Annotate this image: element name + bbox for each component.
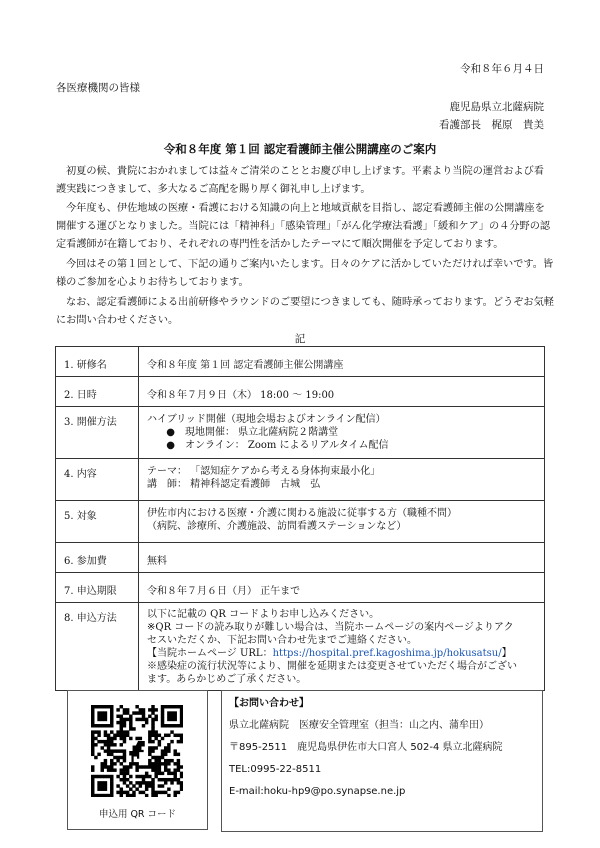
homepage-url-line: 【当院ホームページ URL：https://hospital.pref.kagoshima.jp/hokusatsu/】 [147,648,512,659]
table-row [56,603,545,691]
row-value: 令和８年７月６日（月） 正午まで [139,573,545,603]
row-label: 1. 研修名 [56,347,139,377]
row-value: 無料 [139,543,545,573]
row-value [139,459,545,501]
row-value [139,407,545,459]
row-label: 2. 日時 [56,377,139,407]
row-label: 3. 開催方法 [56,407,139,459]
target-line-1: 伊佐市内における医療・介護に関わる施設に従事する方（職種不問） [147,508,457,519]
contact-box [221,690,543,832]
apply-line: ※QR コードの読み取りが難しい場合は、当院ホームページの案内ページよりアク [147,622,514,633]
apply-note: ※感染症の流行状況等により、開催を延期または変更させていただく場合がござい [147,661,517,672]
table-row [56,573,545,603]
method-bullet: ● オンライン： Zoom によるリアルタイム配信 [166,440,389,451]
row-value: 令和８年７月９日（木） 18:00 ～ 19:00 [139,377,545,407]
body-paragraph-3: 今回はその第１回として、下記の通りご案内いたします。日々のケアに活かしていただければ幸いです。皆様のご参加を心よりお待ちしております。 [56,259,554,288]
row-value [139,603,545,691]
body-paragraph-4: なお、認定看護師による出前研修やラウンドのご要望につきましても、随時承っております。どうぞお気軽にお問い合わせください。 [56,297,554,326]
contact-address: 〒895-2511 鹿児島県伊佐市大口宮人 502-4 県立北薩病院 [229,742,503,753]
row-value [139,501,545,543]
row-label: 5. 対象 [56,501,139,543]
page-title: 令和８年度 第１回 認定看護師主催公開講座のご案内 [163,142,437,156]
table-row [56,459,545,501]
table-row [56,377,545,407]
content-theme: テーマ： 「認知症ケアから考える身体拘束最小化」 [147,466,381,477]
table-row [56,543,545,573]
apply-line: 以下に記載の QR コードよりお申し込みください。 [147,609,380,620]
row-label: 8. 申込方法 [56,603,139,691]
info-table [55,346,545,691]
contact-heading: 【お問い合わせ】 [229,698,309,709]
sender-org: 鹿児島県立北薩病院 [449,101,544,113]
apply-line: セスいただくか、下記お問い合わせ先までご連絡ください。 [147,635,417,646]
contact-email: E-mail:hoku-hp9@po.synapse.ne.jp [229,786,406,797]
body-paragraph-2: 今年度も、伊佐地域の医療・看護における知識の向上と地域貢献を目指し、認定看護師主催の公開講座を開催する運びとなりました。当院には「精神科」「感染管理」「がん化学療法看護」「緩和ケア」の４分野の認定看護師が在籍しており、それぞれの専門性を活かしたテーマにて順次開催を予定しております。 [56,203,551,250]
contact-tel: TEL:0995-22-8511 [229,764,322,775]
qr-caption: 申込用 QR コード [98,809,177,820]
letter-date: 令和８年６月４日 [460,63,544,75]
apply-note: ます。あらかじめご了承ください。 [147,674,307,685]
row-value: 令和８年度 第１回 認定看護師主催公開講座 [139,347,545,377]
target-line-2: （病院、診療所、介護施設、訪問看護ステーションなど） [147,521,407,532]
sender-person: 看護部長 梶原 貴美 [439,119,544,131]
row-label: 4. 内容 [56,459,139,501]
content-lecturer: 講 師： 精神科認定看護師 古城 弘 [147,479,321,490]
qr-box [67,690,208,830]
recipient: 各医療機関の皆様 [56,82,140,94]
row-label: 6. 参加費 [56,543,139,573]
table-row [56,347,545,377]
ki-marker: 記 [294,333,306,345]
method-bullet: ● 現地開催： 県立北薩病院２階講堂 [166,427,339,438]
body-paragraph-1: 初夏の候、貴院におかれましては益々ご清栄のこととお慶び申し上げます。平素より当院の運営および看護実践につきまして、多大なるご高配を賜り厚く御礼申し上げます。 [56,166,544,195]
homepage-link[interactable]: https://hospital.pref.kagoshima.jp/hokusatsu/ [272,648,502,659]
table-row [56,501,545,543]
contact-dept: 県立北薩病院 医療安全管理室（担当：山之内、蒲牟田） [229,720,489,731]
row-label: 7. 申込期限 [56,573,139,603]
table-row [56,407,545,459]
qr-code[interactable] [91,705,183,797]
method-text: ハイブリッド開催（現地会場およびオンライン配信） [147,414,386,425]
